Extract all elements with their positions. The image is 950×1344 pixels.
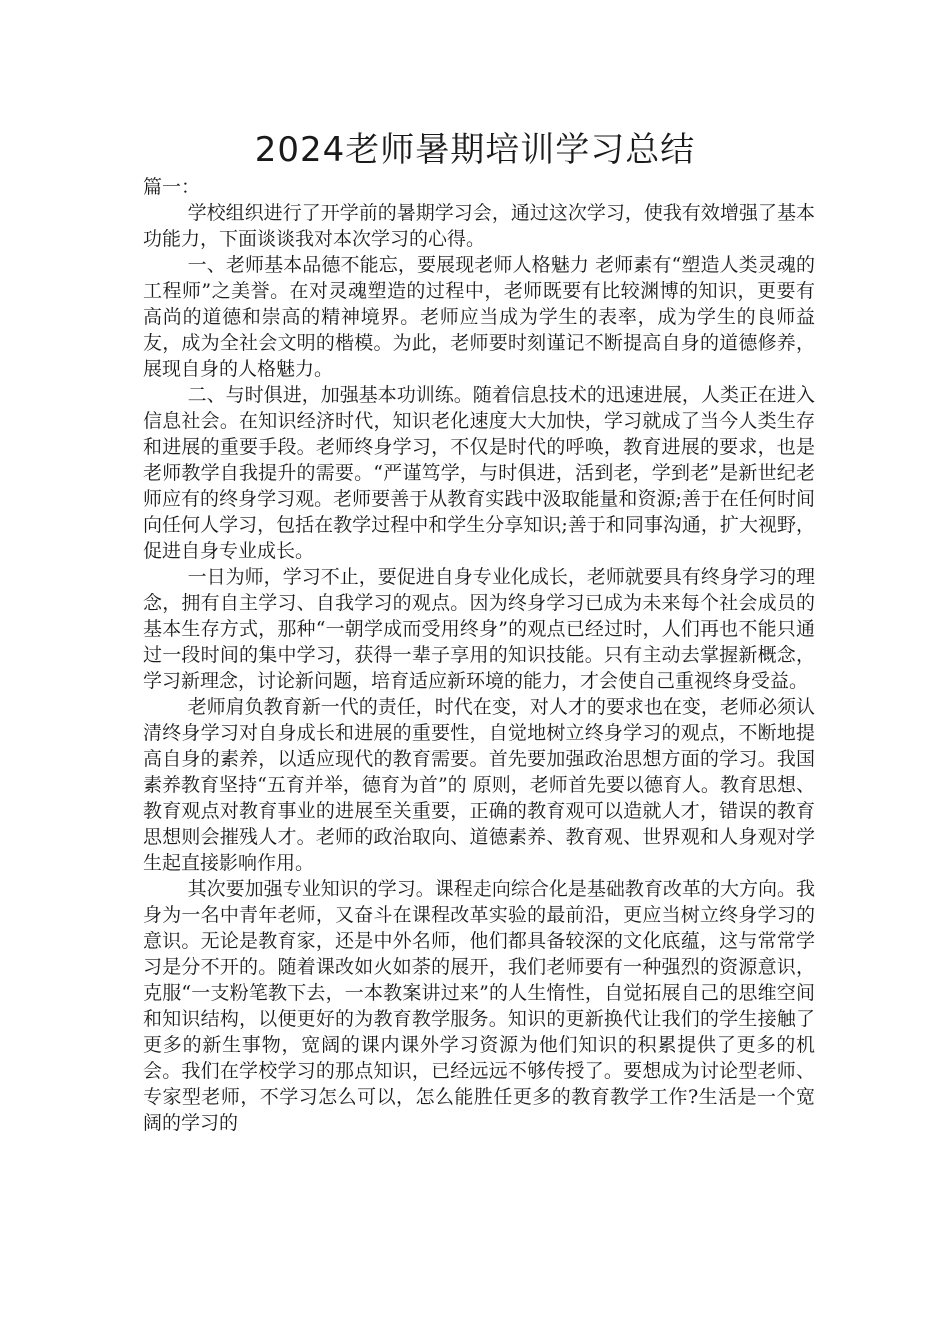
document-title: 2024老师暑期培训学习总结: [254, 130, 696, 170]
paragraph-teacher-ethics: 一、老师基本品德不能忘，要展现老师人格魅力 老师素有“塑造人类灵魂的工程师”之美誉。在对灵魂塑造的过程中，老师既要有比较渊博的知识，更要有高尚的道德和崇高的精神境界。老师应当成为学生的表率，成为学生的良师益友，成为全社会文明的楷模。为此，老师要时刻谨记不断提高自身的道德修养，展现自身的人格魅力。: [143, 254, 815, 380]
paragraph-political-study: 老师肩负教育新一代的责任，时代在变，对人才的要求也在变，老师必须认清终身学习对自身成长和进展的重要性，自觉地树立终身学习的观点，不断地提高自身的素养，以适应现代的教育需要。首先要加强政治思想方面的学习。我国素养教育坚持“五育并举，德育为首”的 原则，老师首先要以德育人。教育思想、教育观点对教育事业的进展至关重要，正确的教育观可以造就人才，错误的教育思想则会摧残人才。老师的政治取向、道德素养、教育观、世界观和人身观对学生起直接影响作用。: [143, 696, 815, 874]
paragraph-keep-pace: 二、与时俱进，加强基本功训练。随着信息技术的迅速进展，人类正在进入信息社会。在知识经济时代，知识老化速度大大加快，学习就成了当今人类生存和进展的重要手段。老师终身学习，不仅是时代的呼唤，教育进展的要求，也是老师教学自我提升的需要。“严谨笃学，与时俱进，活到老，学到老”是新世纪老师应有的终身学习观。老师要善于从教育实践中汲取能量和资源;善于在任何时间向任何人学习，包括在教学过程中和学生分享知识;善于和同事沟通，扩大视野，促进自身专业成长。: [143, 384, 815, 562]
document-body: [143, 174, 815, 1136]
paragraph-professional-study: 其次要加强专业知识的学习。课程走向综合化是基础教育改革的大方向。我身为一名中青年老师，又奋斗在课程改革实验的最前沿，更应当树立终身学习的意识。无论是教育家，还是中外名师，他们都具备较深的文化底蕴，这与常常学习是分不开的。随着课改如火如荼的展开，我们老师要有一种强烈的资源意识，克服“一支粉笔教下去，一本教案讲过来”的人生惰性，自觉拓展自己的思维空间和知识结构，以便更好的为教育教学服务。知识的更新换代让我们的学生接触了更多的新生事物，宽阔的课内课外学习资源为他们知识的积累提供了更多的机会。我们在学校学习的那点知识，已经远远不够传授了。要想成为讨论型老师、专家型老师，不学习怎么可以，怎么能胜任更多的教育教学工作?生活是一个宽阔的学习的: [143, 878, 815, 1134]
section-label: 篇一：: [143, 176, 201, 198]
paragraph-lifelong-learning: 一日为师，学习不止，要促进自身专业化成长，老师就要具有终身学习的理念，拥有自主学习、自我学习的观点。因为终身学习已成为未来每个社会成员的基本生存方式，那种“一朝学成而受用终身”的观点已经过时，人们再也不能只通过一段时间的集中学习，获得一辈子享用的知识技能。只有主动去掌握新概念，学习新理念，讨论新问题，培育适应新环境的能力，才会使自己重视终身受益。: [143, 566, 815, 692]
paragraph-intro: 学校组织进行了开学前的暑期学习会，通过这次学习，使我有效增强了基本功能力，下面谈谈我对本次学习的心得。: [143, 202, 815, 250]
